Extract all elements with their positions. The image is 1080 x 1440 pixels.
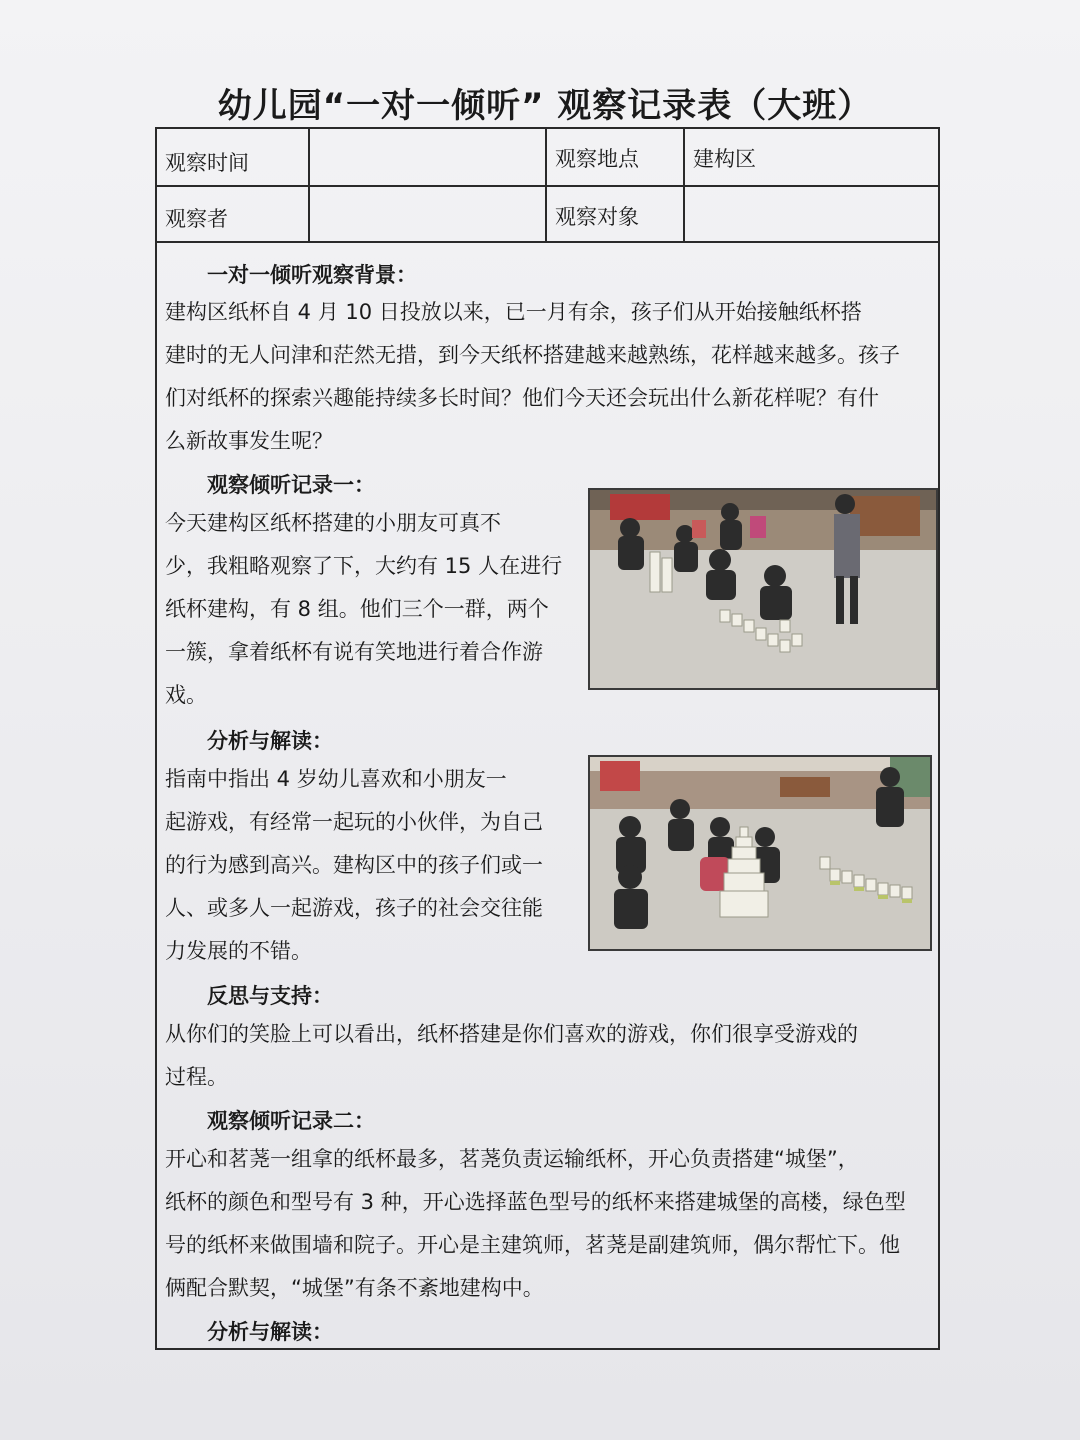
photo-2-illustration — [590, 757, 932, 951]
observation-body — [157, 243, 938, 1348]
record1-heading: 观察倾听记录一： — [207, 473, 375, 497]
place-value-cell — [685, 129, 938, 185]
page-title: 幼儿园“一对一倾听” 观察记录表（大班） — [217, 86, 873, 126]
photo-1-illustration — [590, 490, 938, 690]
target-value-cell — [685, 187, 938, 241]
background-line-3: 们对纸杯的探索兴趣能持续多长时间？他们今天还会玩出什么新花样呢？有什 — [165, 386, 879, 410]
time-label: 观察时间 — [165, 151, 249, 175]
place-label-cell — [547, 129, 685, 185]
time-value-cell — [310, 129, 547, 185]
form-row-observer-target — [157, 187, 938, 243]
record1-line-2: 少，我粗略观察了下，大约有 15 人在进行 — [165, 554, 563, 578]
background-heading: 一对一倾听观察背景： — [207, 263, 417, 287]
record1-line-3: 纸杯建构，有 8 组。他们三个一群，两个 — [165, 597, 549, 621]
reflection1-line-1: 从你们的笑脸上可以看出，纸杯搭建是你们喜欢的游戏，你们很享受游戏的 — [165, 1022, 858, 1046]
analysis1-heading: 分析与解读： — [207, 729, 333, 753]
record2-line-4: 俩配合默契，“城堡”有条不紊地建构中。 — [165, 1276, 544, 1300]
record2-line-1: 开心和茗荛一组拿的纸杯最多，茗荛负责运输纸杯，开心负责搭建“城堡”， — [165, 1147, 859, 1171]
time-label-cell — [157, 129, 310, 185]
record2-line-3: 号的纸杯来做围墙和院子。开心是主建筑师，茗荛是副建筑师，偶尔帮忙下。他 — [165, 1233, 900, 1257]
background-line-2: 建时的无人问津和茫然无措，到今天纸杯搭建越来越熟练，花样越来越多。孩子 — [165, 343, 900, 367]
analysis1-line-2: 起游戏，有经常一起玩的小伙伴，为自己 — [165, 810, 543, 834]
place-label: 观察地点 — [555, 147, 639, 171]
observation-photo-1 — [588, 488, 938, 690]
analysis1-line-4: 人、或多人一起游戏，孩子的社会交往能 — [165, 896, 543, 920]
analysis1-line-5: 力发展的不错。 — [165, 939, 312, 963]
record1-line-4: 一簇，拿着纸杯有说有笑地进行着合作游 — [165, 640, 543, 664]
form-row-time-place — [157, 129, 938, 187]
record2-line-2: 纸杯的颜色和型号有 3 种，开心选择蓝色型号的纸杯来搭建城堡的高楼，绿色型 — [165, 1190, 906, 1214]
record2-heading: 观察倾听记录二： — [207, 1109, 375, 1133]
reflection1-heading: 反思与支持： — [207, 984, 333, 1008]
reflection1-line-2: 过程。 — [165, 1065, 228, 1089]
analysis1-line-3: 的行为感到高兴。建构区中的孩子们或一 — [165, 853, 543, 877]
observer-label: 观察者 — [165, 207, 228, 231]
record1-line-5: 戏。 — [165, 683, 207, 707]
observation-form — [155, 127, 940, 1350]
observation-photo-2 — [588, 755, 932, 951]
target-label-cell — [547, 187, 685, 241]
place-value: 建构区 — [693, 147, 756, 171]
target-label: 观察对象 — [555, 205, 639, 229]
background-line-4: 么新故事发生呢？ — [165, 429, 333, 453]
record1-line-1: 今天建构区纸杯搭建的小朋友可真不 — [165, 511, 501, 535]
observer-value-cell — [310, 187, 547, 241]
observer-label-cell — [157, 187, 310, 241]
analysis2-heading: 分析与解读： — [207, 1320, 333, 1344]
analysis1-line-1: 指南中指出 4 岁幼儿喜欢和小朋友一 — [165, 767, 507, 791]
background-line-1: 建构区纸杯自 4 月 10 日投放以来，已一月有余，孩子们从开始接触纸杯搭 — [165, 300, 862, 324]
